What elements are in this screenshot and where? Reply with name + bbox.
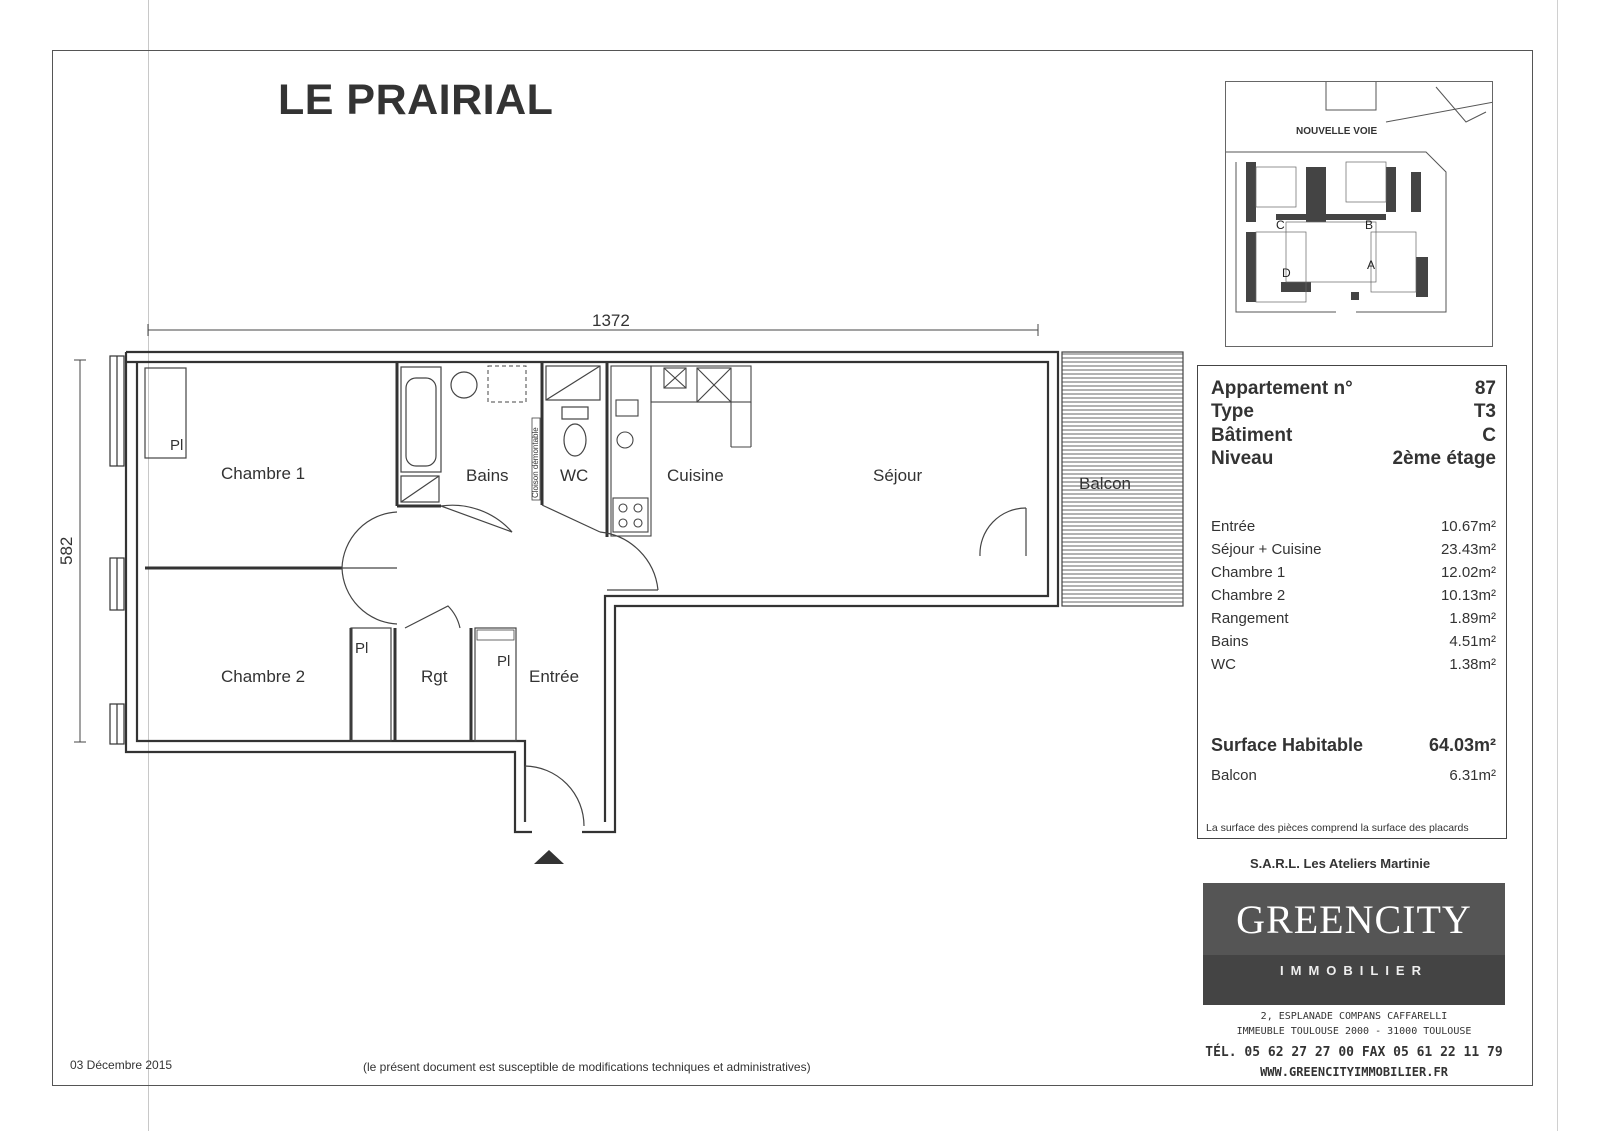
area-label: Chambre 1 (1211, 564, 1286, 581)
outer-walls (126, 352, 1058, 832)
room-sejour: Séjour (873, 466, 923, 485)
area-row (1211, 656, 1496, 673)
area-value: 12.02m² (1440, 564, 1496, 581)
info-label: Bâtiment (1211, 425, 1293, 446)
area-label: Chambre 2 (1211, 587, 1286, 604)
company-name: S.A.R.L. Les Ateliers Martinie (1250, 856, 1431, 871)
room-chambre2: Chambre 2 (221, 667, 306, 686)
balcon-label: Balcon (1211, 767, 1257, 784)
surface-habitable-row (1211, 735, 1496, 756)
electric-panel (477, 630, 514, 640)
room-cuisine: Cuisine (667, 466, 724, 485)
area-value: 1.38m² (1449, 656, 1496, 673)
area-value: 10.67m² (1440, 518, 1496, 535)
entry-arrow (534, 850, 564, 864)
placard-entree (475, 628, 516, 741)
placard-label-1: Pl (170, 437, 184, 454)
left-windows (110, 356, 124, 744)
project-title: LE PRAIRIAL (278, 76, 554, 124)
greencity-logo (1203, 883, 1505, 1005)
info-row-appartement (1211, 378, 1496, 400)
address-line-2: IMMEUBLE TOULOUSE 2000 - 31000 TOULOUSE (1236, 1026, 1472, 1037)
washbasin-bath (451, 372, 477, 398)
area-label: Séjour + Cuisine (1211, 541, 1322, 558)
area-value: 4.51m² (1449, 633, 1496, 650)
logo-main-text: GREENCITY (1236, 896, 1472, 942)
site-map (1225, 81, 1493, 347)
address-line-1: 2, ESPLANADE COMPANS CAFFARELLI (1260, 1011, 1448, 1022)
apartment-info-box (1197, 365, 1507, 839)
site-map-building-a: A (1367, 258, 1376, 272)
info-row-type (1211, 401, 1496, 423)
area-row (1211, 518, 1496, 535)
placard-label-2: Pl (355, 640, 369, 657)
wc-fixtures (546, 366, 600, 456)
surface-value: 64.03m² (1428, 735, 1496, 755)
dimension-width-label: 1372 (592, 311, 630, 330)
balcon-value: 6.31m² (1449, 767, 1496, 784)
logo-sub-text: IMMOBILIER (1280, 963, 1428, 978)
bathtub (401, 367, 441, 502)
area-value: 10.13m² (1440, 587, 1496, 604)
info-label: Type (1211, 401, 1254, 422)
info-value: 2ème étage (1392, 448, 1496, 469)
placard-label-3: Pl (497, 653, 511, 670)
info-value: T3 (1473, 401, 1496, 422)
site-map-building-c: C (1276, 218, 1285, 232)
area-label: WC (1211, 656, 1236, 673)
disclaimer: (le présent document est susceptible de modifications techniques et administratives) (363, 1060, 811, 1074)
website: WWW.GREENCITYIMMOBILIER.FR (1260, 1065, 1448, 1079)
dimension-height-label: 582 (57, 536, 76, 565)
area-row (1211, 633, 1496, 650)
area-label: Entrée (1211, 518, 1256, 535)
info-row-niveau (1211, 448, 1496, 470)
surface-label: Surface Habitable (1211, 735, 1364, 755)
info-value: C (1482, 425, 1496, 446)
area-label: Bains (1211, 633, 1249, 650)
room-entree: Entrée (529, 667, 580, 686)
phone-fax: TÉL. 05 62 27 27 00 FAX 05 61 22 11 79 (1205, 1045, 1503, 1060)
info-label: Appartement n° (1211, 378, 1353, 399)
info-row-batiment (1211, 425, 1496, 447)
document-date: 03 Décembre 2015 (70, 1058, 173, 1072)
surface-note: La surface des pièces comprend la surface des placards (1206, 822, 1469, 834)
area-value: 23.43m² (1440, 541, 1496, 558)
info-label: Niveau (1211, 448, 1274, 469)
logo-banner (1203, 883, 1505, 955)
site-map-building-b: B (1365, 218, 1374, 232)
area-row (1211, 541, 1496, 558)
area-row (1211, 610, 1496, 627)
area-label: Rangement (1211, 610, 1289, 627)
site-map-drawing (1226, 82, 1493, 347)
site-map-building-d: D (1282, 266, 1291, 280)
doors (342, 505, 1026, 826)
cloison-label: Cloison démontable (531, 427, 540, 498)
site-map-street: NOUVELLE VOIE (1296, 126, 1378, 137)
area-row (1211, 564, 1496, 581)
area-row (1211, 587, 1496, 604)
room-rgt: Rgt (421, 667, 448, 686)
area-value: 1.89m² (1449, 610, 1496, 627)
kitchen-fixtures (611, 366, 751, 536)
room-bains: Bains (466, 466, 509, 485)
info-value: 87 (1474, 378, 1496, 399)
room-chambre1: Chambre 1 (221, 464, 306, 483)
room-balcon: Balcon (1079, 474, 1131, 493)
machine-space (488, 366, 526, 402)
balcon-row (1211, 767, 1496, 784)
room-wc: WC (560, 466, 589, 485)
